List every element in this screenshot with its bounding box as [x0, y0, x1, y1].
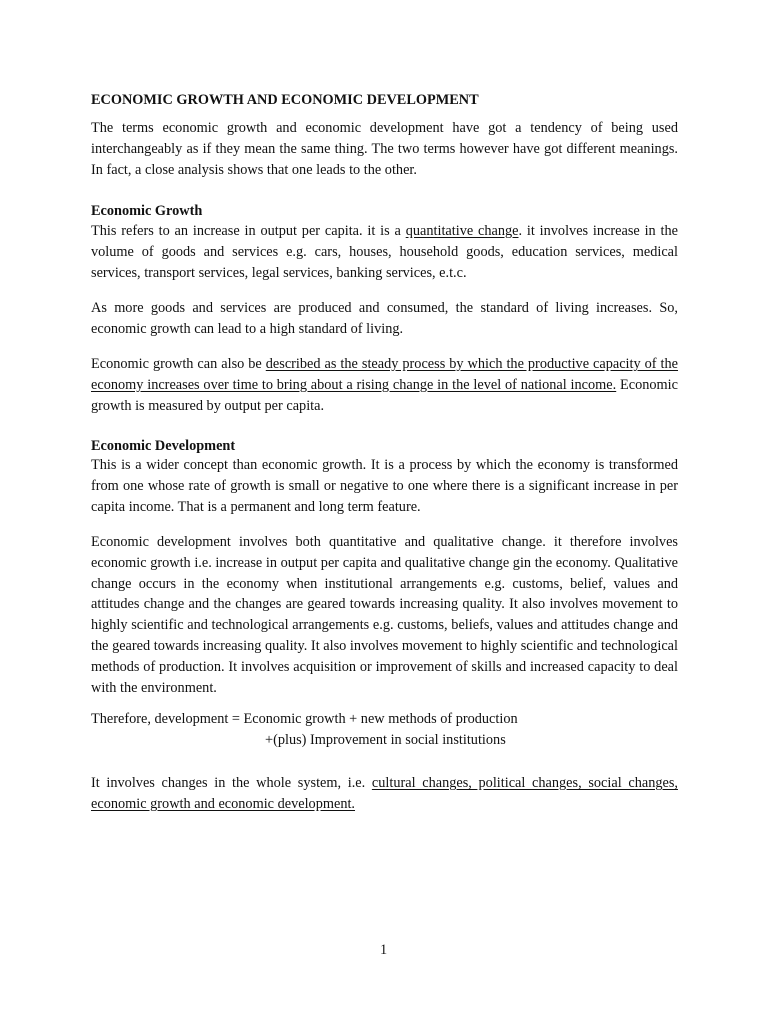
development-paragraph-3	[91, 773, 678, 815]
growth-p3-text-b: Economic growth is measured by output per capita.	[91, 376, 678, 414]
growth-p3-underlined: described as the steady process by which the productive capacity of the economy increases over time to bring about a rising change in the level of national income.	[91, 356, 679, 393]
growth-paragraph-3	[91, 354, 678, 416]
economic-growth-heading: Economic Growth	[91, 203, 203, 219]
growth-p1-underlined: quantitative change	[405, 223, 519, 239]
formula-line-1: Therefore, development = Economic growth + new methods of production	[91, 711, 518, 727]
formula-line-2: +(plus) Improvement in social institutions	[265, 732, 506, 748]
growth-p1-text-b: . it involves increase in the volume of goods and services e.g. cars, houses, household goods, education services, medical services, transport services, legal services, banking services, e.t.c.	[91, 223, 678, 281]
growth-p1-text-a: This refers to an increase in output per capita. it is a	[91, 223, 406, 239]
development-paragraph-1: This is a wider concept than economic growth. It is a process by which the economy is transformed from one whose rate of growth is small or negative to one where there is a significant increase in per capita income. That is a permanent and long term feature.	[91, 457, 678, 515]
page-number: 1	[380, 942, 388, 958]
page-title: ECONOMIC GROWTH AND ECONOMIC DEVELOPMENT	[91, 92, 479, 108]
intro-paragraph: The terms economic growth and economic development have got a tendency of being used interchangeably as if they mean the same thing. The two terms however have got different meanings. In fact, a close analysis shows that one leads to the other.	[91, 120, 678, 178]
development-paragraph-2: Economic development involves both quantitative and qualitative change. it therefore involves economic growth i.e. increase in output per capita and qualitative change gin the economy. Qualitative change occurs in the economy when institutional arrangements e.g. customs, belief, values and attitudes change and the changes are geared towards increasing quality. It also involves movement to highly scientific and technological arrangements e.g. customs, beliefs, values and attitudes change and the geared towards increasing quality. It also involves movement to highly scientific and technological methods of production. It involves acquisition or improvement of skills and increased capacity to deal with the environment.	[91, 534, 678, 696]
economic-development-heading: Economic Development	[91, 438, 236, 454]
development-p3-underlined: cultural changes, political changes, social changes, economic growth and economic development.	[91, 775, 678, 812]
growth-paragraph-1	[91, 221, 678, 283]
growth-p3-text-a: Economic growth can also be	[91, 356, 266, 372]
growth-paragraph-2: As more goods and services are produced and consumed, the standard of living increases. So, economic growth can lead to a high standard of living.	[91, 300, 678, 337]
development-p3-text-a: It involves changes in the whole system, i.e.	[91, 775, 372, 791]
